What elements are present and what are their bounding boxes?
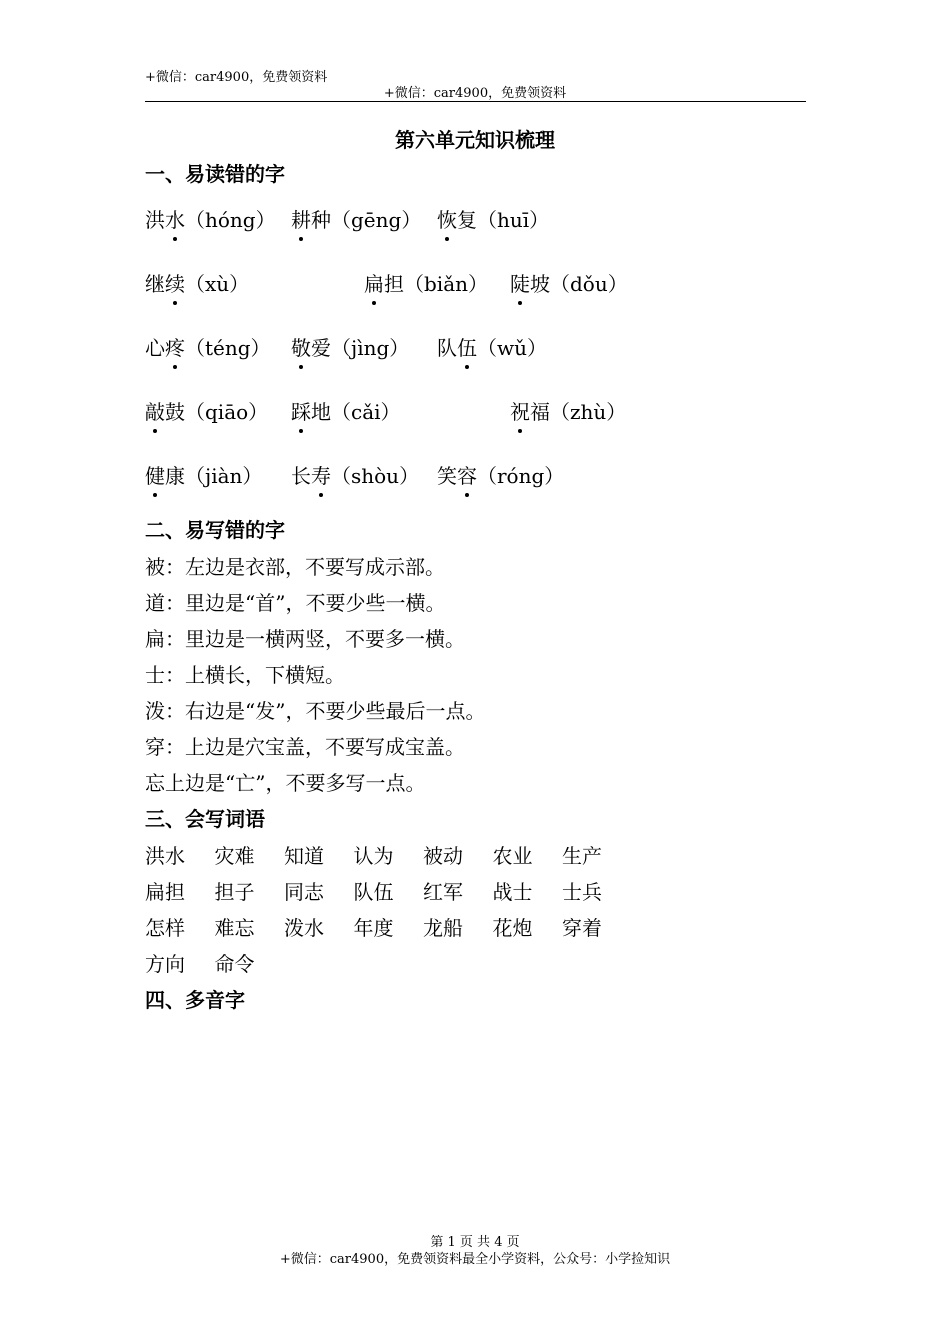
pinyin-item: 陡坡（dǒu） (510, 268, 628, 297)
pinyin-item: 扁担（biǎn） (364, 268, 488, 297)
vocab-word: 命令 (214, 952, 255, 976)
emphasis-char: 恢 (437, 204, 457, 233)
vocab-word: 认为 (353, 844, 394, 868)
vocab-word: 穿着 (562, 916, 602, 940)
vocab-word: 担子 (214, 880, 255, 904)
emphasis-char: 水 (165, 204, 185, 233)
word-row (145, 948, 284, 977)
pinyin: （shòu） (331, 464, 420, 488)
pinyin-item: 笑容（róng） (437, 460, 564, 489)
vocab-word: 农业 (492, 844, 533, 868)
watermark-top-left: +微信：car4900，免费领资料 (145, 70, 328, 85)
section-heading-2: 二、易写错的字 (145, 518, 285, 542)
emphasis-char: 健 (145, 460, 165, 489)
writing-rule: 忘上边是“亡”，不要多写一点。 (145, 771, 426, 795)
pinyin-item: 耕种（gēng） (291, 204, 421, 233)
emphasis-char: 耕 (291, 204, 311, 233)
pinyin: （cǎi） (331, 400, 401, 424)
vocab-word: 生产 (562, 844, 602, 868)
emphasis-char: 续 (165, 268, 185, 297)
emphasis-char: 寿 (311, 460, 331, 489)
pinyin: （xù） (185, 272, 250, 296)
pinyin-item: 心疼（téng） (145, 332, 271, 361)
pinyin: （wǔ） (477, 336, 547, 360)
pinyin: （hóng） (185, 208, 276, 232)
emphasis-char: 陡 (510, 268, 530, 297)
emphasis-char: 疼 (165, 332, 185, 361)
emphasis-char: 容 (457, 460, 477, 489)
emphasis-char: 祝 (510, 396, 530, 425)
writing-rule: 泼：右边是“发”，不要少些最后一点。 (145, 699, 486, 723)
vocab-word: 洪水 (145, 844, 185, 868)
vocab-word: 被动 (423, 844, 463, 868)
vocab-word: 难忘 (214, 916, 255, 940)
pinyin: （gēng） (331, 208, 422, 232)
word-row (145, 876, 632, 905)
vocab-word: 泼水 (284, 916, 324, 940)
pinyin-item: 敲鼓（qiāo） (145, 396, 268, 425)
pinyin: （téng） (185, 336, 271, 360)
emphasis-char: 踩 (291, 396, 311, 425)
word-row (145, 840, 632, 869)
writing-rule: 被：左边是衣部，不要写成示部。 (145, 555, 445, 579)
header-divider (145, 101, 806, 102)
pinyin-item: 祝福（zhù） (510, 396, 626, 425)
vocab-word: 年度 (353, 916, 394, 940)
pinyin-item: 洪水（hóng） (145, 204, 276, 233)
writing-rule: 扁：里边是一横两竖，不要多一横。 (145, 627, 465, 651)
pinyin: （zhù） (550, 400, 627, 424)
vocab-word: 战士 (492, 880, 533, 904)
page-title: 第六单元知识梳理 (395, 128, 555, 152)
writing-rule: 穿：上边是穴宝盖，不要写成宝盖。 (145, 735, 465, 759)
section-heading-3: 三、会写词语 (145, 807, 265, 831)
writing-rule: 道：里边是“首”，不要少些一横。 (145, 591, 446, 615)
pinyin-item: 恢复（huī） (437, 204, 549, 233)
vocab-word: 知道 (284, 844, 324, 868)
pinyin: （róng） (477, 464, 565, 488)
pinyin: （qiāo） (185, 400, 269, 424)
writing-rule: 士：上横长，下横短。 (145, 663, 345, 687)
emphasis-char: 敲 (145, 396, 165, 425)
vocab-word: 红军 (423, 880, 463, 904)
pinyin: （biǎn） (404, 272, 489, 296)
section-heading-4: 四、多音字 (145, 988, 245, 1012)
vocab-word: 怎样 (145, 916, 185, 940)
emphasis-char: 伍 (457, 332, 477, 361)
pinyin: （huī） (477, 208, 550, 232)
header-watermark: +微信：car4900，免费领资料 (383, 86, 567, 101)
vocab-word: 灾难 (214, 844, 255, 868)
pinyin-item: 长寿（shòu） (291, 460, 419, 489)
pinyin-item: 敬爱（jìng） (291, 332, 409, 361)
emphasis-char: 敬 (291, 332, 311, 361)
emphasis-char: 扁 (364, 268, 384, 297)
page-number: 第 1 页 共 4 页 (430, 1235, 520, 1250)
pinyin: （jìng） (331, 336, 410, 360)
vocab-word: 花炮 (492, 916, 533, 940)
pinyin-item: 继续（xù） (145, 268, 249, 297)
vocab-word: 队伍 (353, 880, 394, 904)
vocab-word: 士兵 (562, 880, 602, 904)
pinyin-item: 健康（jiàn） (145, 460, 262, 489)
footer-watermark: +微信：car4900，免费领资料最全小学资料，公众号：小学捡知识 (279, 1252, 671, 1267)
vocab-word: 方向 (145, 952, 185, 976)
pinyin: （jiàn） (185, 464, 263, 488)
vocab-word: 扁担 (145, 880, 185, 904)
vocab-word: 同志 (284, 880, 324, 904)
section-heading-1: 一、易读错的字 (145, 162, 285, 186)
vocab-word: 龙船 (423, 916, 463, 940)
pinyin-item: 踩地（cǎi） (291, 396, 401, 425)
word-row (145, 912, 632, 941)
pinyin-item: 队伍（wǔ） (437, 332, 547, 361)
pinyin: （dǒu） (550, 272, 628, 296)
